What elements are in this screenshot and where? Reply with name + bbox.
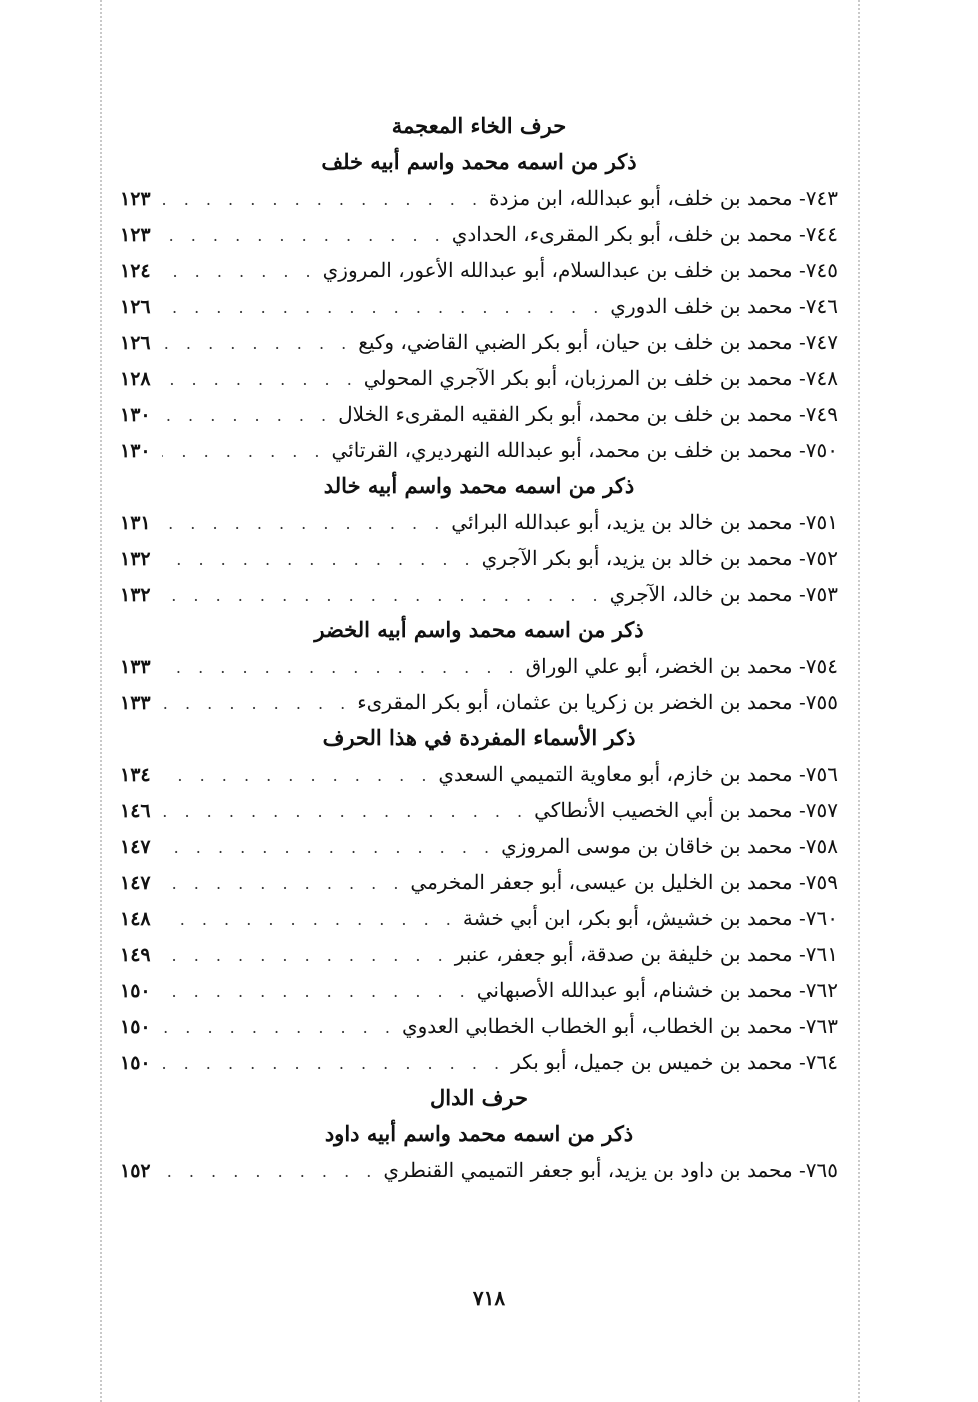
entry-list bbox=[120, 756, 838, 1080]
dot-leader bbox=[162, 758, 438, 794]
dot-leader bbox=[162, 326, 358, 362]
entry-page-number: ١٣٣ bbox=[120, 692, 151, 714]
dot-leader bbox=[162, 398, 338, 434]
entry-page-number: ١٣١ bbox=[120, 512, 151, 534]
entry-title: ٧٤٩- محمد بن خلف بن محمد، أبو بكر الفقيه المقرىء الخلال bbox=[338, 402, 838, 426]
entry-page-number: ١٤٧ bbox=[120, 836, 151, 858]
index-entry[interactable] bbox=[120, 1152, 838, 1188]
entry-title: ٧٦٥- محمد بن داود بن يزيد، أبو جعفر التميمي القنطري bbox=[383, 1158, 838, 1182]
entry-page-number: ١٢٦ bbox=[120, 332, 151, 354]
entry-title: ٧٤٧- محمد بن خلف بن حيان، أبو بكر الضبي القاضي، وكيع bbox=[358, 330, 838, 354]
index-entry[interactable] bbox=[120, 252, 838, 288]
letter-heading: حرف الخاء المعجمة bbox=[391, 113, 567, 138]
index-entry[interactable] bbox=[120, 540, 838, 576]
entry-title: ٧٥٨- محمد بن خاقان بن موسى المروزي bbox=[501, 834, 838, 858]
entry-title: ٧٥٢- محمد بن خالد بن يزيد، أبو بكر الآجري bbox=[481, 546, 838, 570]
index-entry[interactable] bbox=[120, 900, 838, 936]
entry-list bbox=[120, 1152, 838, 1188]
entry-page-number: ١٤٩ bbox=[120, 944, 151, 966]
page-number: ٧١٨ bbox=[472, 1286, 506, 1310]
entry-title: ٧٤٤- محمد بن خلف، أبو بكر المقرىء، الحدادي bbox=[451, 222, 838, 246]
index-entry[interactable] bbox=[120, 576, 838, 612]
dot-leader bbox=[162, 1154, 383, 1190]
entry-page-number: ١٢٦ bbox=[120, 296, 151, 318]
entry-title: ٧٥٩- محمد بن الخليل بن عيسى، أبو جعفر المخرمي bbox=[410, 870, 838, 894]
dot-leader bbox=[162, 938, 455, 974]
entry-page-number: ١٣٣ bbox=[120, 656, 151, 678]
entry-title: ٧٥٠- محمد بن خلف بن محمد، أبو عبدالله النهرديري، القرتائي bbox=[331, 438, 838, 462]
entry-page-number: ١٥٢ bbox=[120, 1160, 151, 1182]
dot-leader bbox=[162, 866, 410, 902]
entry-page-number: ١٣٠ bbox=[120, 440, 151, 462]
entry-list bbox=[120, 180, 838, 468]
entry-list bbox=[120, 648, 838, 720]
dot-leader bbox=[162, 650, 526, 686]
index-entry[interactable] bbox=[120, 504, 838, 540]
entry-page-number: ١٢٣ bbox=[120, 224, 151, 246]
entry-page-number: ١٤٧ bbox=[120, 872, 151, 894]
dot-leader bbox=[162, 362, 364, 398]
entry-title: ٧٥٧- محمد بن أبي الخصيب الأنطاكي bbox=[534, 798, 838, 822]
entry-page-number: ١٥٠ bbox=[120, 980, 151, 1002]
dot-leader bbox=[162, 830, 501, 866]
index-section bbox=[120, 612, 838, 720]
entry-title: ٧٤٥- محمد بن خلف بن عبدالسلام، أبو عبدالله الأعور، المروزي bbox=[322, 258, 838, 282]
entry-page-number: ١٢٤ bbox=[120, 260, 151, 282]
dot-leader bbox=[162, 686, 357, 722]
section-heading: ذكر من اسمه محمد واسم أبيه الخضر bbox=[314, 617, 644, 642]
index-entry[interactable] bbox=[120, 828, 838, 864]
index-section bbox=[120, 468, 838, 612]
index-section bbox=[120, 720, 838, 1080]
dot-leader bbox=[162, 290, 610, 326]
index-section bbox=[120, 108, 838, 468]
index-entry[interactable] bbox=[120, 972, 838, 1008]
entry-list bbox=[120, 504, 838, 612]
dot-leader bbox=[162, 542, 482, 578]
entry-title: ٧٦١- محمد بن خليفة بن صدقة، أبو جعفر، عنبر bbox=[454, 942, 838, 966]
dot-leader bbox=[162, 506, 451, 542]
index-entry[interactable] bbox=[120, 324, 838, 360]
dot-leader bbox=[162, 1010, 402, 1046]
entry-page-number: ١٤٦ bbox=[120, 800, 151, 822]
index-entry[interactable] bbox=[120, 792, 838, 828]
entry-title: ٧٥٦- محمد بن خازم، أبو معاوية التميمي السعدي bbox=[438, 762, 838, 786]
dot-leader bbox=[162, 182, 489, 218]
dot-leader bbox=[162, 434, 332, 470]
entry-page-number: ١٤٨ bbox=[120, 908, 151, 930]
index-entry[interactable] bbox=[120, 180, 838, 216]
binding-dotted-line-right bbox=[858, 0, 860, 1402]
entry-title: ٧٥٣- محمد بن خالد، الآجري bbox=[609, 582, 838, 606]
index-entry[interactable] bbox=[120, 648, 838, 684]
letter-heading: حرف الدال bbox=[430, 1085, 528, 1110]
entry-title: ٧٤٦- محمد بن خلف الدوري bbox=[610, 294, 838, 318]
index-entry[interactable] bbox=[120, 432, 838, 468]
entry-page-number: ١٢٨ bbox=[120, 368, 151, 390]
entry-title: ٧٥١- محمد بن خالد بن يزيد، أبو عبدالله البرائي bbox=[451, 510, 838, 534]
entry-page-number: ١٣٤ bbox=[120, 764, 151, 786]
entry-title: ٧٦٣- محمد بن الخطاب، أبو الخطاب الخطابي العدوي bbox=[401, 1014, 838, 1038]
index-entry[interactable] bbox=[120, 684, 838, 720]
index-entry[interactable] bbox=[120, 1044, 838, 1080]
dot-leader bbox=[162, 794, 534, 830]
entry-page-number: ١٣٢ bbox=[120, 548, 151, 570]
entry-page-number: ١٣٢ bbox=[120, 584, 151, 606]
section-heading: ذكر من اسمه محمد واسم أبيه خالد bbox=[323, 473, 635, 498]
entry-page-number: ١٢٣ bbox=[120, 188, 151, 210]
section-heading: ذكر الأسماء المفردة في هذا الحرف bbox=[322, 725, 636, 750]
section-heading: ذكر من اسمه محمد واسم أبيه داود bbox=[324, 1121, 634, 1146]
entry-title: ٧٥٤- محمد بن الخضر، أبو علي الوراق bbox=[525, 654, 838, 678]
binding-dotted-line-left bbox=[100, 0, 102, 1402]
entry-title: ٧٤٨- محمد بن خلف بن المرزبان، أبو بكر الآجري المحولي bbox=[363, 366, 838, 390]
dot-leader bbox=[162, 254, 323, 290]
index-entry[interactable] bbox=[120, 216, 838, 252]
index-entry[interactable] bbox=[120, 936, 838, 972]
entry-title: ٧٦٤- محمد بن خميس بن جميل، أبو بكر bbox=[511, 1050, 838, 1074]
entry-page-number: ١٥٠ bbox=[120, 1016, 151, 1038]
entry-title: ٧٦٠- محمد بن خشيش، أبو بكر، ابن أبي خشة bbox=[462, 906, 838, 930]
index-entry[interactable] bbox=[120, 288, 838, 324]
dot-leader bbox=[162, 1046, 511, 1082]
dot-leader bbox=[162, 974, 477, 1010]
dot-leader bbox=[162, 578, 610, 614]
dot-leader bbox=[162, 902, 463, 938]
entry-title: ٧٥٥- محمد بن الخضر بن زكريا بن عثمان، أبو بكر المقرىء bbox=[357, 690, 838, 714]
section-heading: ذكر من اسمه محمد واسم أبيه خلف bbox=[321, 149, 637, 174]
entry-page-number: ١٣٠ bbox=[120, 404, 151, 426]
index-section bbox=[120, 1080, 838, 1188]
entry-title: ٧٤٣- محمد بن خلف، أبو عبدالله، ابن مزدة bbox=[489, 186, 838, 210]
dot-leader bbox=[162, 218, 452, 254]
entry-page-number: ١٥٠ bbox=[120, 1052, 151, 1074]
index-entry[interactable] bbox=[120, 756, 838, 792]
entry-title: ٧٦٢- محمد بن خشنام، أبو عبدالله الأصبهاني bbox=[476, 978, 838, 1002]
index-entry[interactable] bbox=[120, 360, 838, 396]
index-entry[interactable] bbox=[120, 864, 838, 900]
index-page bbox=[120, 108, 838, 1188]
index-entry[interactable] bbox=[120, 396, 838, 432]
index-entry[interactable] bbox=[120, 1008, 838, 1044]
